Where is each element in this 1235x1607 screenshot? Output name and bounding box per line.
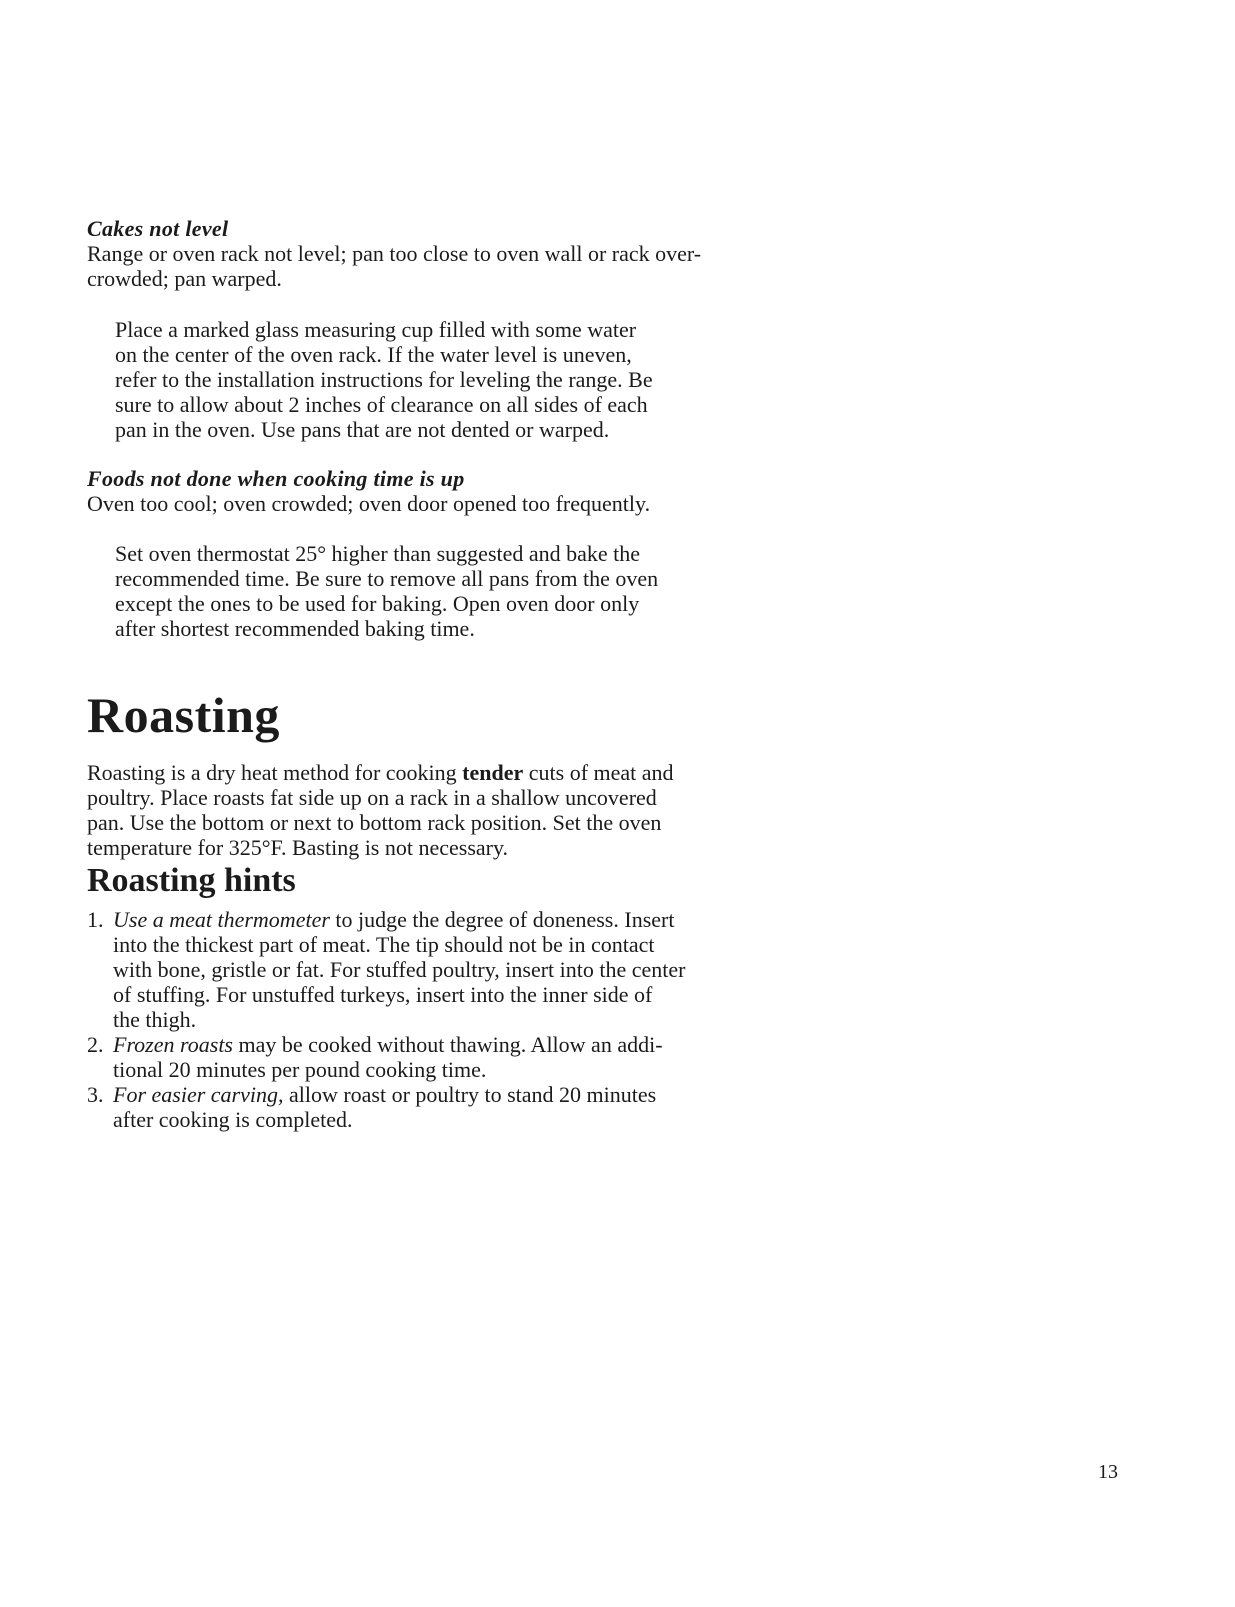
roasting-hints-list <box>87 907 777 1132</box>
remedy-line: refer to the installation instructions for leveling the range. Be <box>115 367 653 392</box>
foods-not-done-remedy <box>87 541 805 641</box>
list-item <box>87 1082 777 1132</box>
intro-bold-tender: tender <box>462 760 524 785</box>
roasting-intro-line: pan. Use the bottom or next to bottom rack position. Set the oven <box>87 810 662 835</box>
list-line <box>113 907 777 932</box>
list-item <box>87 907 777 1032</box>
list-line: of stuffing. For unstuffed turkeys, insert into the inner side of <box>113 982 653 1007</box>
hint-text: to judge the degree of doneness. Insert <box>329 907 675 932</box>
hint-italic: Frozen roasts <box>113 1032 233 1057</box>
cause-line: Range or oven rack not level; pan too close to oven wall or rack over- <box>87 241 702 266</box>
list-line: tional 20 minutes per pound cooking time. <box>113 1057 487 1082</box>
list-line: into the thickest part of meat. The tip should not be in contact <box>113 932 655 957</box>
cause-line: Oven too cool; oven crowded; oven door opened too frequently. <box>87 491 651 516</box>
remedy-line: pan in the oven. Use pans that are not dented or warped. <box>115 417 610 442</box>
cause-line: crowded; pan warped. <box>87 266 282 291</box>
roasting-title: Roasting <box>87 687 280 743</box>
page-number: 13 <box>1098 1461 1118 1483</box>
list-line: the thigh. <box>113 1007 197 1032</box>
remedy-line: except the ones to be used for baking. Open oven door only <box>115 591 640 616</box>
cakes-not-level-remedy <box>87 317 805 442</box>
foods-not-done-heading: Foods not done when cooking time is up <box>87 466 465 491</box>
list-number: 3. <box>87 1082 104 1107</box>
remedy-line: sure to allow about 2 inches of clearance on all sides of each <box>115 392 648 417</box>
roasting-hints-title: Roasting hints <box>87 862 296 899</box>
remedy-line: Place a marked glass measuring cup filled with some water <box>115 317 637 342</box>
hint-italic: Use a meat thermometer <box>113 907 330 932</box>
cakes-not-level-heading: Cakes not level <box>87 216 229 241</box>
roasting-intro-line: poultry. Place roasts fat side up on a rack in a shallow uncovered <box>87 785 657 810</box>
roasting-intro-line: temperature for 325°F. Basting is not necessary. <box>87 835 509 860</box>
list-line <box>113 1032 777 1057</box>
remedy-line: on the center of the oven rack. If the water level is uneven, <box>115 342 632 367</box>
hint-text: allow roast or poultry to stand 20 minutes <box>283 1082 657 1107</box>
roasting-intro-line <box>87 760 777 785</box>
remedy-line: Set oven thermostat 25° higher than suggested and bake the <box>115 541 641 566</box>
intro-text: cuts of meat and <box>523 760 674 785</box>
remedy-line: after shortest recommended baking time. <box>115 616 475 641</box>
remedy-line: recommended time. Be sure to remove all pans from the oven <box>115 566 659 591</box>
foods-not-done-section <box>87 466 777 516</box>
list-number: 2. <box>87 1032 104 1057</box>
list-number: 1. <box>87 907 104 932</box>
hint-text: may be cooked without thawing. Allow an addi- <box>233 1032 663 1057</box>
hint-italic: For easier carving, <box>113 1082 284 1107</box>
list-line: with bone, gristle or fat. For stuffed poultry, insert into the center <box>113 957 686 982</box>
list-item <box>87 1032 777 1082</box>
list-line <box>113 1082 777 1107</box>
cakes-not-level-section <box>87 216 777 291</box>
intro-text: Roasting is a dry heat method for cooking <box>87 760 463 785</box>
roasting-intro <box>87 760 777 860</box>
list-line: after cooking is completed. <box>113 1107 353 1132</box>
